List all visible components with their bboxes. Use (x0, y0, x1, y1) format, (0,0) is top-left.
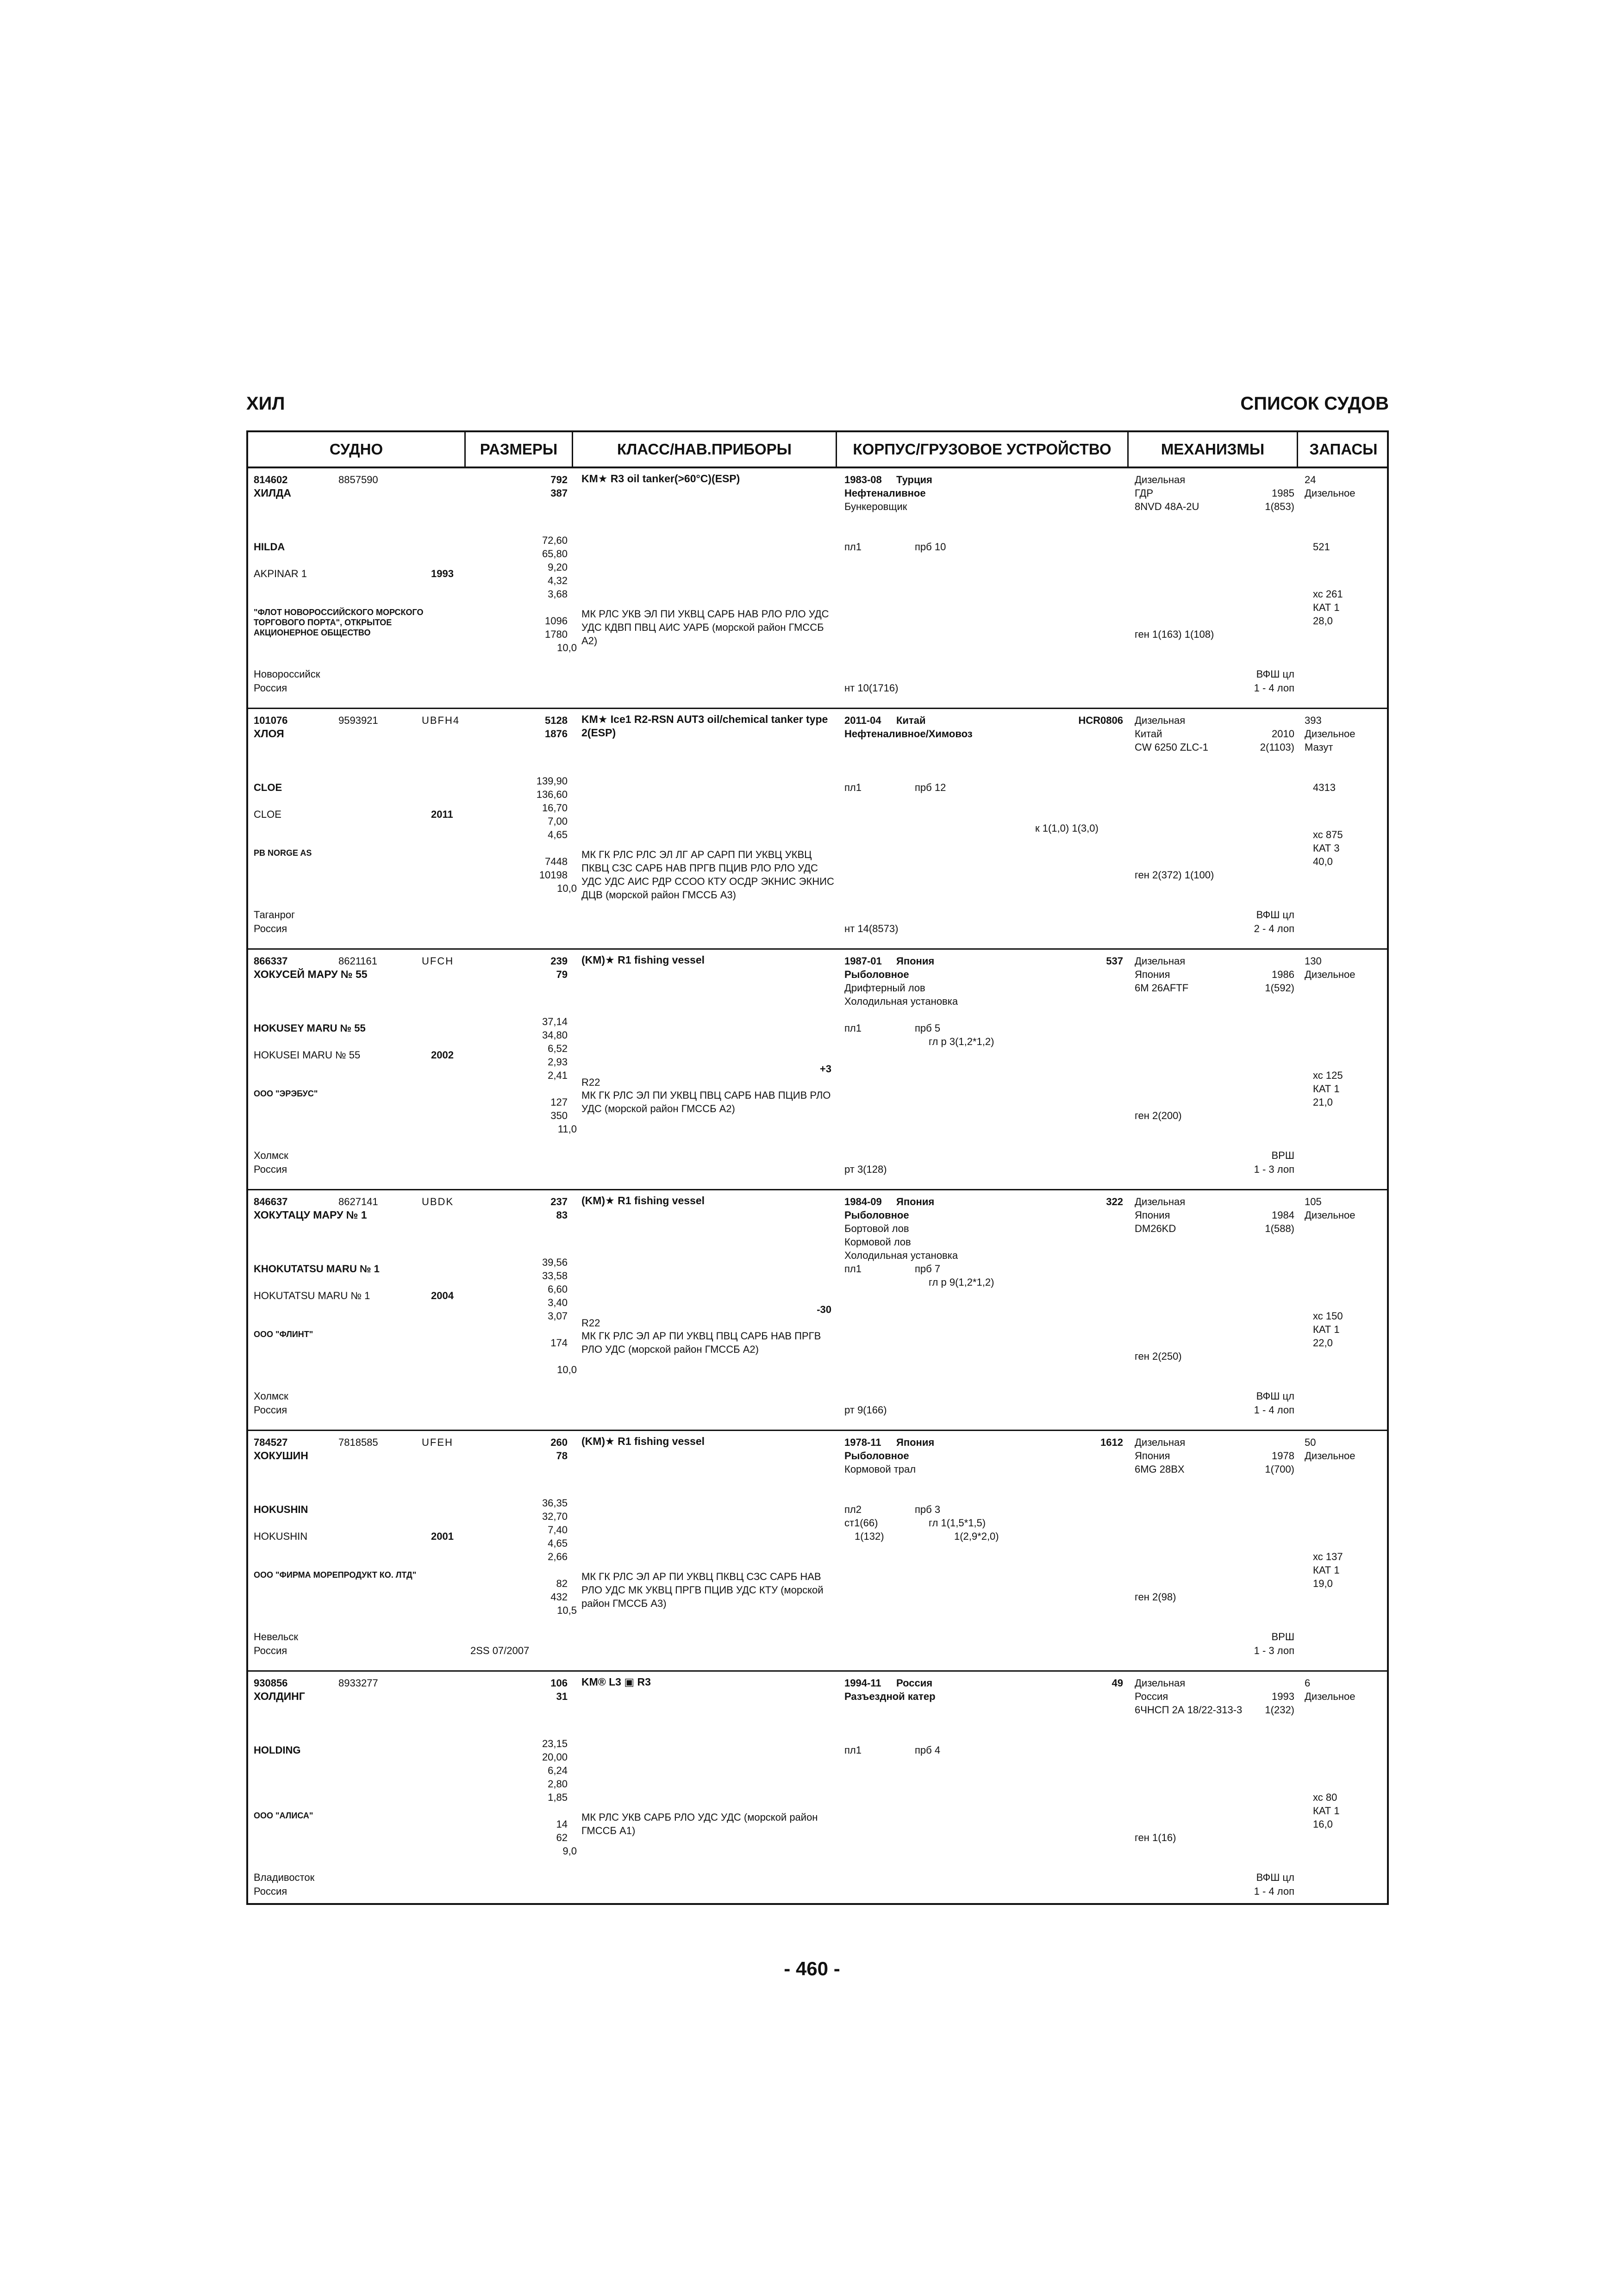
vessel-record (248, 1190, 1387, 1431)
speed: 9,0 (562, 1845, 577, 1857)
registry-number: 866337 (254, 955, 288, 967)
speed: 11,0 (557, 1123, 577, 1135)
engine-model: 8NVD 48A-2U (1135, 501, 1199, 512)
hold-capacity: рт 9(166) (844, 1404, 887, 1416)
engine-power: 1(853) (1265, 501, 1294, 512)
generators: ген 2(98) (1135, 1591, 1176, 1603)
length-pp: 136,60 (536, 789, 568, 800)
vessel-name: ХОЛДИНГ (254, 1690, 305, 1702)
build-year: 1993 (431, 568, 454, 579)
propeller-blades: 1 - 3 лоп (1254, 1164, 1294, 1175)
engine-type: Дизельная (1135, 1196, 1186, 1207)
hold-count: хс 875 (1313, 829, 1343, 840)
navigation-equipment: МК ГК РЛС ЭЛ АР ПИ УКВЦ ПВЦ САРБ НАВ ПРГВ РЛО УДС (морской район ГМССБ А2) (581, 1330, 821, 1355)
autonomy: 28,0 (1313, 615, 1333, 627)
breadth: 16,70 (542, 802, 568, 814)
former-name: HOKUSHIN (254, 1531, 308, 1542)
hull-number: 1612 (1100, 1437, 1123, 1448)
hull-number: 537 (1106, 955, 1123, 967)
flag-country: Россия (254, 682, 287, 694)
vessel-type: Рыболовное (844, 1450, 909, 1462)
draught: 3,07 (548, 1310, 568, 1322)
vessel-name: ХИЛДА (254, 487, 292, 499)
vessel-name-latin: HILDA (254, 541, 285, 553)
depth: 2,93 (548, 1056, 568, 1068)
vessel-subtype-1: Бортовой лов (844, 1223, 909, 1234)
flag-country: Россия (254, 923, 287, 934)
length-overall: 39,56 (542, 1257, 568, 1268)
vessel-type: Рыболовное (844, 969, 909, 980)
class-notation: (KM)★ R1 fishing vessel (581, 1195, 705, 1207)
propeller: ВФШ цл (1256, 1872, 1294, 1883)
hull-country: Китай (896, 715, 926, 726)
net-tonnage: 83 (556, 1209, 568, 1221)
fuel-type: Дизельное (1305, 1450, 1355, 1462)
propeller-blades: 1 - 4 лоп (1254, 1885, 1294, 1897)
imo-number: 8627141 (338, 1196, 378, 1207)
length-pp: 32,70 (542, 1511, 568, 1522)
propeller-blades: 1 - 4 лоп (1254, 1404, 1294, 1416)
autonomy: 40,0 (1313, 856, 1333, 867)
deadweight: 10198 (539, 869, 568, 881)
page-number: - 460 - (784, 1958, 840, 1979)
navigation-equipment: МК РЛС УКВ САРБ РЛО УДС УДС (морской район ГМССБ А1) (581, 1811, 818, 1836)
speed: 10,5 (557, 1605, 577, 1616)
hull-built: 1978-11 (844, 1437, 881, 1448)
engine-country: Россия (1135, 1691, 1168, 1702)
generators: ген 1(16) (1135, 1832, 1176, 1843)
hull-built: 1983-08 (844, 474, 882, 485)
hull-country: Япония (896, 955, 935, 967)
depth: 4,32 (548, 575, 568, 586)
propeller: ВФШ цл (1256, 909, 1294, 921)
engine-power: 1(592) (1265, 982, 1294, 994)
column-headers (248, 432, 1387, 468)
class-notation: KM® L3 ▣ R3 (581, 1676, 651, 1688)
crew: 105 (1305, 1196, 1322, 1207)
hull-built: 1984-09 (844, 1196, 882, 1207)
vessel-record (248, 1431, 1387, 1672)
crew: 50 (1305, 1437, 1316, 1448)
class-notation: KM★ R3 oil tanker(>60°C)(ESP) (581, 473, 740, 485)
engine-type: Дизельная (1135, 474, 1186, 485)
autonomy: 22,0 (1313, 1337, 1333, 1349)
hull-number: 49 (1112, 1677, 1123, 1689)
imo-number: 8621161 (338, 955, 378, 967)
depth: 7,00 (548, 815, 568, 827)
engine-type: Дизельная (1135, 1677, 1186, 1689)
engine-country: ГДР (1135, 487, 1154, 499)
owner: PB NORGE AS (254, 848, 312, 858)
fuel-type: Дизельное (1305, 1691, 1355, 1702)
category: КАТ 1 (1313, 602, 1340, 613)
autonomy: 21,0 (1313, 1096, 1333, 1108)
net-tonnage: 31 (556, 1691, 568, 1702)
vessel-type: Рыболовное (844, 1209, 909, 1221)
capacity: 7448 (545, 856, 568, 867)
length-overall: 72,60 (542, 535, 568, 546)
imo-number: 9593921 (338, 715, 378, 726)
deadweight: 62 (556, 1832, 568, 1843)
former-name: HOKUSEI MARU № 55 (254, 1049, 361, 1061)
vessel-subtype-1: Дрифтерный лов (844, 982, 925, 994)
hull-number: 322 (1106, 1196, 1123, 1207)
length-overall: 36,35 (542, 1497, 568, 1509)
vessel-record (248, 709, 1387, 950)
class-temperature: -30 (817, 1304, 831, 1315)
draught: 2,41 (548, 1070, 568, 1081)
crew: 130 (1305, 955, 1322, 967)
vessel-type: Нефтеналивное/Химовоз (844, 728, 973, 740)
build-year: 2011 (431, 809, 453, 820)
hold-count: хс 125 (1313, 1070, 1343, 1081)
bulkhead-count: прб 12 (915, 782, 946, 793)
deck-count: пл1 (844, 1744, 862, 1756)
vessel-name: ХОКУШИН (254, 1450, 308, 1462)
imo-number: 8933277 (338, 1677, 378, 1689)
gross-tonnage: 792 (550, 474, 568, 485)
hatch-detail: гл р 3(1,2*1,2) (929, 1036, 994, 1047)
capacity: 1096 (545, 615, 568, 627)
hatch-detail-2: 1(2,9*2,0) (954, 1531, 999, 1542)
bulkhead-count: прб 3 (915, 1504, 941, 1515)
fuel-stores: 521 (1313, 541, 1330, 553)
hull-number: HCR0806 (1078, 715, 1123, 726)
gross-tonnage: 239 (550, 955, 568, 967)
engine-year: 1986 (1272, 969, 1294, 980)
deck-detail-2: 1(132) (855, 1531, 884, 1542)
engine-power: 1(588) (1265, 1223, 1294, 1234)
deck-count: пл1 (844, 1022, 862, 1034)
hull-country: Турция (896, 474, 932, 485)
draught: 2,66 (548, 1551, 568, 1562)
engine-type: Дизельная (1135, 715, 1186, 726)
vessel-name: ХЛОЯ (254, 728, 284, 740)
breadth: 6,24 (548, 1765, 568, 1776)
home-port: Невельск (254, 1631, 298, 1643)
flag-country: Россия (254, 1404, 287, 1416)
depth: 4,65 (548, 1537, 568, 1549)
navigation-equipment: МК ГК РЛС ЭЛ АР ПИ УКВЦ ПКВЦ СЗС САРБ НАВ РЛО УДС МК УКВЦ ПРГВ ПЦИВ УДС КТУ (морской район ГМССБ А3) (581, 1571, 824, 1609)
length-pp: 34,80 (542, 1029, 568, 1041)
hull-country: Россия (896, 1677, 933, 1689)
engine-model: 6MG 28BX (1135, 1463, 1185, 1475)
capacity: 14 (556, 1818, 568, 1830)
net-tonnage: 1876 (545, 728, 568, 740)
hull-country: Япония (896, 1196, 935, 1207)
vessel-subtype-1: Кормовой трал (844, 1463, 916, 1475)
vessel-type: Нефтеналивное (844, 487, 926, 499)
autonomy: 19,0 (1313, 1578, 1333, 1589)
length-pp: 65,80 (542, 548, 568, 560)
propeller-blades: 2 - 4 лоп (1254, 923, 1294, 934)
imo-number: 8857590 (338, 474, 378, 485)
vessel-record (248, 950, 1387, 1190)
category: КАТ 3 (1313, 842, 1340, 854)
category: КАТ 1 (1313, 1083, 1340, 1095)
running-header-right: СПИСОК СУДОВ (1240, 393, 1389, 414)
deck-count: пл1 (844, 541, 862, 553)
propeller: ВРШ (1271, 1631, 1294, 1643)
column-header-vessel: СУДНО (248, 432, 466, 467)
breadth: 7,40 (548, 1524, 568, 1536)
engine-country: Япония (1135, 1209, 1170, 1221)
draught: 4,65 (548, 829, 568, 840)
registry-number: 930856 (254, 1677, 288, 1689)
crane-line: к 1(1,0) 1(3,0) (1035, 822, 1099, 834)
navigation-equipment: МК РЛС УКВ ЭЛ ПИ УКВЦ САРБ НАВ РЛО РЛО УДС УДС КДВП ПВЦ АИС УАРБ (морской район ГМССБ А2) (581, 608, 829, 647)
propeller-blades: 1 - 3 лоп (1254, 1645, 1294, 1656)
registry-number: 784527 (254, 1437, 288, 1448)
engine-power: 1(700) (1265, 1463, 1294, 1475)
class-temperature: +3 (819, 1063, 831, 1075)
net-tonnage: 387 (550, 487, 568, 499)
hull-country: Япония (896, 1437, 935, 1448)
fuel-stores: 4313 (1313, 782, 1336, 793)
vessel-type: Разъездной катер (844, 1691, 936, 1702)
draught: 3,68 (548, 588, 568, 600)
running-header-left: ХИЛ (246, 393, 285, 414)
navigation-equipment: МК ГК РЛС РЛС ЭЛ ЛГ АР САРП ПИ УКВЦ УКВЦ ПКВЦ СЗС САРБ НАВ ПРГВ ПЦИВ РЛО РЛО УДС УДС УДС АИС РДР ССОО КТУ ОСДР ЭКНИС ЭКНИС ДЦВ (морской район ГМССБ А3) (581, 849, 834, 901)
capacity: 174 (550, 1337, 568, 1349)
engine-country: Япония (1135, 969, 1170, 980)
bulkhead-count: прб 7 (915, 1263, 941, 1275)
vessel-record (248, 1672, 1387, 1912)
depth: 3,40 (548, 1297, 568, 1308)
hold-count: хс 150 (1313, 1310, 1343, 1322)
owner: ООО "ФЛИНТ" (254, 1330, 313, 1339)
hull-built: 2011-04 (844, 715, 881, 726)
deck-detail: ст1(66) (844, 1517, 878, 1529)
engine-country: Япония (1135, 1450, 1170, 1462)
vessel-subtype-3: Холодильная установка (844, 1250, 958, 1261)
gross-tonnage: 106 (550, 1677, 568, 1689)
hatch-detail: гл р 9(1,2*1,2) (929, 1276, 994, 1288)
fuel-type-2: Мазут (1305, 741, 1333, 753)
column-header-dimensions: РАЗМЕРЫ (466, 432, 573, 467)
hold-count: хс 137 (1313, 1551, 1343, 1562)
vessel-name-latin: CLOE (254, 782, 282, 793)
engine-year: 1993 (1272, 1691, 1294, 1702)
generators: ген 2(200) (1135, 1110, 1182, 1121)
registry-number: 846637 (254, 1196, 288, 1207)
survey-note: 2SS 07/2007 (470, 1645, 530, 1656)
fuel-type: Дизельное (1305, 1209, 1355, 1221)
hatch-detail: гл 1(1,5*1,5) (929, 1517, 986, 1529)
imo-number: 7818585 (338, 1437, 378, 1448)
class-restriction: R22 (581, 1317, 600, 1329)
vessel-subtype-2: Холодильная установка (844, 996, 958, 1007)
speed: 10,0 (557, 1364, 577, 1375)
registry-number: 101076 (254, 715, 288, 726)
hull-built: 1994-11 (844, 1677, 881, 1689)
engine-model: DM26KD (1135, 1223, 1176, 1234)
gross-tonnage: 237 (550, 1196, 568, 1207)
former-name: HOKUTATSU MARU № 1 (254, 1290, 370, 1301)
bulkhead-count: прб 10 (915, 541, 946, 553)
speed: 10,0 (557, 883, 577, 894)
column-header-stores: ЗАПАСЫ (1309, 441, 1378, 458)
deadweight: 1780 (545, 628, 568, 640)
capacity: 82 (556, 1578, 568, 1589)
former-name: AKPINAR 1 (254, 568, 307, 579)
fuel-type: Дизельное (1305, 969, 1355, 980)
length-overall: 23,15 (542, 1738, 568, 1749)
depth: 2,80 (548, 1778, 568, 1790)
vessel-subtype-1: Бункеровщик (844, 501, 907, 512)
engine-year: 1985 (1272, 487, 1294, 499)
deck-count: пл1 (844, 1263, 862, 1275)
engine-year: 1978 (1272, 1450, 1294, 1462)
crew: 6 (1305, 1677, 1311, 1689)
owner: ООО "ФИРМА МОРЕПРОДУКТ КО. ЛТД" (254, 1570, 417, 1580)
registry-number: 814602 (254, 474, 288, 485)
crew: 24 (1305, 474, 1316, 485)
hold-count: хс 261 (1313, 588, 1343, 600)
hold-capacity: рт 3(128) (844, 1164, 887, 1175)
home-port: Владивосток (254, 1872, 315, 1883)
category: КАТ 1 (1313, 1324, 1340, 1335)
draught: 1,85 (548, 1792, 568, 1803)
call-sign: UBDK (422, 1196, 454, 1207)
gross-tonnage: 260 (550, 1437, 568, 1448)
propeller: ВФШ цл (1256, 1390, 1294, 1402)
flag-country: Россия (254, 1645, 287, 1656)
crew: 393 (1305, 715, 1322, 726)
length-overall: 37,14 (542, 1016, 568, 1027)
deck-count: пл1 (844, 782, 862, 793)
class-notation: (KM)★ R1 fishing vessel (581, 1435, 705, 1447)
vessel-name-latin: HOLDING (254, 1744, 301, 1756)
column-header-hull: КОРПУС/ГРУЗОВОЕ УСТРОЙСТВО (837, 432, 1129, 467)
breadth: 6,52 (548, 1043, 568, 1054)
fuel-type: Дизельное (1305, 728, 1355, 740)
home-port: Холмск (254, 1390, 288, 1402)
category: КАТ 1 (1313, 1805, 1340, 1817)
generators: ген 1(163) 1(108) (1135, 628, 1214, 640)
engine-model: 6M 26AFTF (1135, 982, 1189, 994)
vessel-name-latin: HOKUSHIN (254, 1504, 308, 1515)
bulkhead-count: прб 5 (915, 1022, 941, 1034)
ship-register-table (246, 430, 1389, 1905)
vessel-subtype-2: Кормовой лов (844, 1236, 911, 1248)
deadweight: 432 (550, 1591, 568, 1603)
vessel-name: ХОКУТАЦУ МАРУ № 1 (254, 1209, 367, 1221)
engine-power: 1(232) (1265, 1704, 1294, 1716)
class-notation: KM★ Ice1 R2-RSN AUT3 oil/chemical tanker type 2(ESP) (581, 713, 828, 739)
engine-type: Дизельная (1135, 955, 1186, 967)
home-port: Новороссийск (254, 668, 320, 680)
owner: "ФЛОТ НОВОРОССИЙСКОГО МОРСКОГО ТОРГОВОГО ПОРТА", ОТКРЫТОЕ АКЦИОНЕРНОЕ ОБЩЕСТВО (254, 608, 424, 637)
engine-year: 2010 (1272, 728, 1294, 740)
flag-country: Россия (254, 1885, 287, 1897)
capacity: 127 (550, 1096, 568, 1108)
engine-model: 6ЧНСП 2А 18/22-313-3 (1135, 1704, 1243, 1716)
build-year: 2001 (431, 1531, 454, 1542)
vessel-name: ХОКУСЕЙ МАРУ № 55 (254, 968, 368, 980)
build-year: 2004 (431, 1290, 454, 1301)
engine-type: Дизельная (1135, 1437, 1186, 1448)
gross-tonnage: 5128 (545, 715, 568, 726)
bulkhead-count: прб 4 (915, 1744, 941, 1756)
hull-built: 1987-01 (844, 955, 882, 967)
call-sign: UFEH (422, 1437, 453, 1448)
call-sign: UFCH (422, 955, 454, 967)
call-sign: UBFH4 (422, 715, 460, 726)
propeller: ВФШ цл (1256, 668, 1294, 680)
home-port: Холмск (254, 1150, 288, 1161)
generators: ген 2(250) (1135, 1350, 1182, 1362)
length-pp: 20,00 (542, 1751, 568, 1763)
deadweight: 350 (550, 1110, 568, 1121)
owner: ООО "АЛИСА" (254, 1811, 313, 1820)
former-name: CLOE (254, 809, 281, 820)
class-restriction: R22 (581, 1076, 600, 1088)
breadth: 9,20 (548, 561, 568, 573)
hold-capacity: нт 14(8573) (844, 923, 899, 934)
class-notation: (KM)★ R1 fishing vessel (581, 954, 705, 966)
fuel-type: Дизельное (1305, 487, 1355, 499)
flag-country: Россия (254, 1164, 287, 1175)
column-header-machinery: МЕХАНИЗМЫ (1129, 432, 1298, 467)
vessel-name-latin: HOKUSEY MARU № 55 (254, 1022, 366, 1034)
navigation-equipment: МК ГК РЛС ЭЛ ПИ УКВЦ ПВЦ САРБ НАВ ПЦИВ РЛО УДС (морской район ГМССБ А2) (581, 1089, 831, 1114)
speed: 10,0 (557, 642, 577, 653)
breadth: 6,60 (548, 1283, 568, 1295)
category: КАТ 1 (1313, 1564, 1340, 1576)
home-port: Таганрог (254, 909, 295, 921)
propeller: ВРШ (1271, 1150, 1294, 1161)
length-overall: 139,90 (536, 775, 568, 787)
column-header-class: КЛАСС/НАВ.ПРИБОРЫ (573, 432, 837, 467)
length-pp: 33,58 (542, 1270, 568, 1282)
net-tonnage: 78 (556, 1450, 568, 1462)
engine-model: CW 6250 ZLC-1 (1135, 741, 1208, 753)
vessel-name-latin: KHOKUTATSU MARU № 1 (254, 1263, 380, 1275)
engine-country: Китай (1135, 728, 1162, 740)
engine-power: 2(1103) (1260, 741, 1294, 753)
propeller-blades: 1 - 4 лоп (1254, 682, 1294, 694)
build-year: 2002 (431, 1049, 454, 1061)
owner: ООО "ЭРЭБУС" (254, 1089, 318, 1098)
deck-count: пл2 (844, 1504, 862, 1515)
net-tonnage: 79 (556, 969, 568, 980)
hold-count: хс 80 (1313, 1792, 1337, 1803)
generators: ген 2(372) 1(100) (1135, 869, 1214, 881)
vessel-record (248, 468, 1387, 709)
engine-year: 1984 (1272, 1209, 1294, 1221)
autonomy: 16,0 (1313, 1818, 1333, 1830)
hold-capacity: нт 10(1716) (844, 682, 899, 694)
